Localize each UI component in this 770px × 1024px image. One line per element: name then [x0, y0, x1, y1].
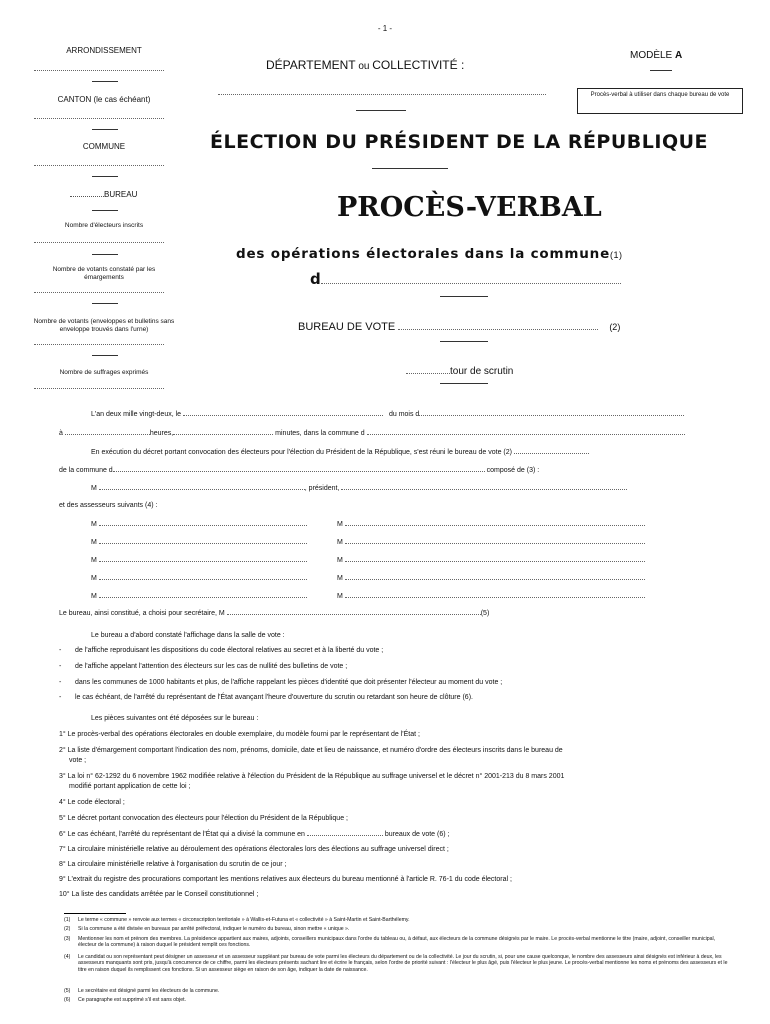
time-text-b: heures, — [149, 430, 174, 437]
footnote-number: (2) — [64, 926, 71, 932]
d-prefix: d — [310, 270, 321, 288]
footnote-text: Si la commune a été divisée en bureaux par arrêté préfectoral, indiquer le numéro du bureau, sinon mettre « unique ». — [78, 926, 350, 932]
hours-field[interactable] — [65, 429, 150, 435]
exprimes-field[interactable] — [34, 388, 164, 389]
arrondissement-label: ARRONDISSEMENT — [66, 46, 142, 55]
footnote-number: (1) — [64, 917, 71, 923]
piece-text: 6° Le cas échéant, l'arrêté du représentant de l'État qui a divisé la commune en — [59, 831, 305, 838]
assesseur-row — [91, 592, 307, 600]
modele-prefix: MODÈLE — [630, 50, 676, 61]
separator — [440, 341, 488, 342]
modele-note-box: Procès-verbal à utiliser dans chaque bureau de vote — [577, 88, 743, 114]
date-line — [91, 410, 684, 418]
assesseur-field[interactable] — [99, 556, 307, 562]
assesseur-field[interactable] — [345, 520, 645, 526]
commune-field-body[interactable] — [367, 429, 685, 435]
enveloppes-field[interactable] — [34, 344, 164, 345]
canton-label: CANTON (le cas échéant) — [57, 95, 151, 104]
footnote-number: (5) — [64, 988, 71, 994]
separator — [92, 81, 118, 82]
departement-label — [266, 58, 464, 72]
secretaire-text: Le bureau, ainsi constitué, a choisi pour secrétaire, M — [59, 610, 225, 617]
bureau-vote-label: BUREAU DE VOTE — [298, 321, 396, 333]
pieces-intro: Les pièces suivantes ont été déposées sur le bureau : — [91, 715, 259, 722]
operations-ref: (1) — [610, 250, 623, 260]
date-month-field[interactable] — [419, 410, 684, 416]
separator — [356, 110, 406, 111]
canton-field[interactable] — [34, 118, 164, 119]
separator — [650, 70, 672, 71]
footnote — [64, 917, 734, 923]
assesseur-row — [337, 592, 645, 600]
footnote-text: Mentionner les nom et prénom des membres. La présidence appartient aux maires, adjoints, conseillers municipaux dans l'ordre du tableau ou, à défaut, aux électeurs de la commune désignés par le maire. Le procès-verbal mentionne le titre (maire, adjoint, conseiller municipal, électeur de la commune) à raison duquel le président remplit ces fonctions. — [78, 936, 716, 949]
exprimes-label: Nombre de suffrages exprimés — [59, 369, 149, 376]
bullet-dash: - — [59, 694, 62, 701]
assesseur-row — [337, 520, 645, 528]
enveloppes-label: Nombre de votants (enveloppes et bulletins sans enveloppe trouvés dans l'urne) — [33, 318, 175, 333]
commune-label: COMMUNE — [82, 142, 126, 151]
tour-field[interactable] — [406, 368, 450, 374]
separator — [92, 210, 118, 211]
piece-item: 8° La circulaire ministérielle relative à l'organisation du scrutin de ce jour ; — [59, 861, 287, 868]
bureau-vote-ref: (2) — [609, 322, 621, 332]
commune-compose-text-b: composé de (3) : — [486, 467, 540, 474]
piece-item: 9° L'extrait du registre des procurations comportant les mentions relatives aux électeurs du bureau mentionné à l'article R. 76-1 du code électoral ; — [59, 876, 512, 883]
assesseurs-intro: et des assesseurs suivants (4) : — [59, 502, 158, 509]
affichage-intro: Le bureau a d'abord constaté l'affichage dans la salle de vote : — [91, 632, 285, 639]
bullet-dash: - — [59, 679, 62, 686]
m-prefix: M — [337, 539, 343, 546]
bureau-number-field[interactable] — [70, 191, 104, 197]
election-title: ÉLECTION DU PRÉSIDENT DE LA RÉPUBLIQUE — [210, 131, 709, 153]
footnote-text: Le terme « commune » renvoie aux termes « circonscription territoriale » à Wallis-et-Futuna et « collectivité » à Saint-Martin et Saint-Barthélemy. — [78, 917, 410, 923]
assesseur-row — [337, 538, 645, 546]
bureau-body-field[interactable] — [514, 448, 589, 454]
operations-title — [236, 245, 623, 263]
piece-item-cont: modifié portant application de cette loi ; — [69, 783, 191, 790]
secretaire-field[interactable] — [227, 609, 481, 615]
assesseur-row — [337, 556, 645, 564]
separator — [92, 254, 118, 255]
m-prefix: M — [91, 557, 97, 564]
piece-item: 3° La loi n° 62-1292 du 6 novembre 1962 modifiée relative à l'élection du Président de la République au suffrage universel et le décret n° 2001-213 du 8 mars 2001 — [59, 773, 565, 780]
secretaire-ref: (5) — [480, 610, 490, 617]
modele-label — [630, 50, 682, 61]
bureaux-count-field[interactable] — [307, 830, 383, 836]
m-prefix: M — [91, 521, 97, 528]
pv-title: PROCÈS-VERBAL — [337, 192, 602, 223]
m-prefix: M — [91, 485, 97, 492]
president-title-field[interactable] — [341, 484, 627, 490]
bureau-vote-field[interactable] — [398, 324, 598, 330]
votants-label: Nombre de votants constaté par les émargements — [52, 266, 156, 281]
tour-row — [406, 366, 513, 377]
assesseur-field[interactable] — [99, 574, 307, 580]
bullet-dash: - — [59, 663, 62, 670]
commune-d-row — [310, 270, 621, 288]
piece-item: 10° La liste des candidats arrêtée par le Conseil constitutionnel ; — [59, 891, 259, 898]
date-text-a: L'an deux mille vingt-deux, le — [91, 411, 182, 418]
footnote-text: Ce paragraphe est supprimé s'il est sans objet. — [78, 997, 186, 1003]
m-prefix: M — [337, 575, 343, 582]
departement-field[interactable] — [218, 94, 546, 95]
piece-item: 7° La circulaire ministérielle relative au déroulement des opérations électorales lors des élections au suffrage universel direct ; — [59, 846, 449, 853]
separator — [92, 303, 118, 304]
time-line — [59, 429, 685, 437]
minutes-field[interactable] — [173, 429, 273, 435]
decret-line — [91, 448, 589, 456]
departement-text: DÉPARTEMENT — [266, 58, 356, 72]
bullet-item: de l'affiche reproduisant les dispositions du code électoral relatives au secret et à la liberté du vote ; — [75, 647, 384, 654]
footnote-number: (3) — [64, 936, 71, 942]
assesseur-row — [337, 574, 645, 582]
assesseur-field[interactable] — [345, 538, 645, 544]
bureau-label-row — [70, 190, 137, 199]
president-line — [91, 484, 627, 492]
footnote-number: (6) — [64, 997, 71, 1003]
footnote — [64, 926, 734, 932]
separator — [92, 129, 118, 130]
piece-item-cont: vote ; — [69, 757, 87, 764]
piece-text-end: bureaux de vote (6) ; — [384, 831, 450, 838]
time-text-a: à — [59, 430, 63, 437]
piece-item — [59, 830, 449, 838]
assesseur-field[interactable] — [345, 592, 645, 598]
piece-item: 5° Le décret portant convocation des électeurs pour l'élection du Président de la République ; — [59, 815, 348, 822]
modele-letter: A — [675, 50, 683, 61]
commune-name-field[interactable] — [321, 278, 621, 284]
operations-text: des opérations électorales dans la commune — [236, 246, 611, 262]
commune-compose-line — [59, 466, 539, 474]
separator — [440, 296, 488, 297]
piece-item: 4° Le code électoral ; — [59, 799, 125, 806]
commune-field[interactable] — [34, 165, 164, 166]
m-prefix: M — [337, 557, 343, 564]
assesseur-field[interactable] — [345, 574, 645, 580]
footnote — [64, 997, 734, 1003]
time-text-c: minutes, dans la commune d — [275, 430, 365, 437]
piece-item: 2° La liste d'émargement comportant l'indication des nom, prénoms, domicile, date et lieu de naissance, et numéro d'ordre des électeurs inscrits dans le bureau de — [59, 747, 563, 754]
inscrits-label: Nombre d'électeurs inscrits — [64, 222, 144, 229]
bullet-item: dans les communes de 1000 habitants et plus, de l'affiche rappelant les pièces d'identité que doit présenter l'électeur au moment du vote ; — [75, 679, 503, 686]
assesseur-field[interactable] — [99, 520, 307, 526]
page-number: - 1 - — [377, 24, 393, 33]
bureau-label: BUREAU — [104, 190, 138, 199]
footnote — [64, 988, 734, 994]
title-rule — [372, 168, 448, 169]
tour-label: tour de scrutin — [450, 366, 514, 377]
commune-compose-field[interactable] — [113, 466, 485, 472]
secretaire-line — [59, 609, 489, 617]
footnote-text: Le candidat ou son représentant peut désigner un assesseur et un assesseur suppléant par bureau de vote parmi les électeurs du département ou de la collectivité. Le jour du scrutin, si, pour une cause quelconque, le nombre des assesseurs ainsi désignés est inférieur à deux, les assesseurs manquants sont pris, jusqu'à concurrence de ce chiffre, parmi les électeurs présents sachant lire et écrire le français, selon l'ordre de priorité suivant : l'électeur le plus âgé, puis l'électeur le plus jeune. Le procès-verbal mentionne les noms et prénoms des assesseurs et le titre en raison duquel ils remplissent ces fonctions. Si un assesseur siège en raison de son âge, indiquer la date de naissance. — [78, 954, 728, 973]
arrondissement-field[interactable] — [34, 70, 164, 71]
separator — [92, 355, 118, 356]
footnote — [64, 954, 734, 973]
bullet-item: de l'affiche appelant l'attention des électeurs sur les cas de nullité des bulletins de vote ; — [75, 663, 348, 670]
assesseur-row — [91, 574, 307, 582]
footnote — [64, 936, 734, 949]
inscrits-field[interactable] — [34, 242, 164, 243]
m-prefix: M — [91, 575, 97, 582]
m-prefix: M — [337, 593, 343, 600]
commune-compose-text-a: de la commune d — [59, 467, 113, 474]
m-prefix: M — [91, 593, 97, 600]
date-day-field[interactable] — [183, 410, 383, 416]
decret-text: En exécution du décret portant convocation des électeurs pour l'élection du Président de la République, s'est réuni le bureau de vote (2) — [91, 449, 512, 456]
m-prefix: M — [91, 539, 97, 546]
separator — [92, 176, 118, 177]
m-prefix: M — [337, 521, 343, 528]
footnote-number: (4) — [64, 954, 71, 960]
piece-item: 1° Le procès-verbal des opérations électorales en double exemplaire, du modèle fourni par le représentant de l'État ; — [59, 731, 420, 738]
separator — [440, 383, 488, 384]
collectivite-text: COLLECTIVITÉ : — [372, 58, 465, 72]
date-text-b: du mois d — [388, 411, 420, 418]
assesseur-row — [91, 556, 307, 564]
bullet-item: le cas échéant, de l'arrêté du représentant de l'État avançant l'heure d'ouverture du scrutin ou retardant son heure de clôture (6). — [75, 694, 473, 701]
bureau-vote-row — [298, 321, 620, 333]
assesseur-row — [91, 520, 307, 528]
votants-field[interactable] — [34, 292, 164, 293]
assesseur-row — [91, 538, 307, 546]
president-text: , président, — [304, 485, 340, 492]
departement-ou: ou — [355, 61, 373, 72]
footnote-rule — [64, 913, 126, 914]
assesseur-field[interactable] — [99, 538, 307, 544]
footnote-text: Le secrétaire est désigné parmi les électeurs de la commune. — [78, 988, 220, 994]
assesseur-field[interactable] — [99, 592, 307, 598]
assesseur-field[interactable] — [345, 556, 645, 562]
president-name-field[interactable] — [99, 484, 305, 490]
bullet-dash: - — [59, 647, 62, 654]
